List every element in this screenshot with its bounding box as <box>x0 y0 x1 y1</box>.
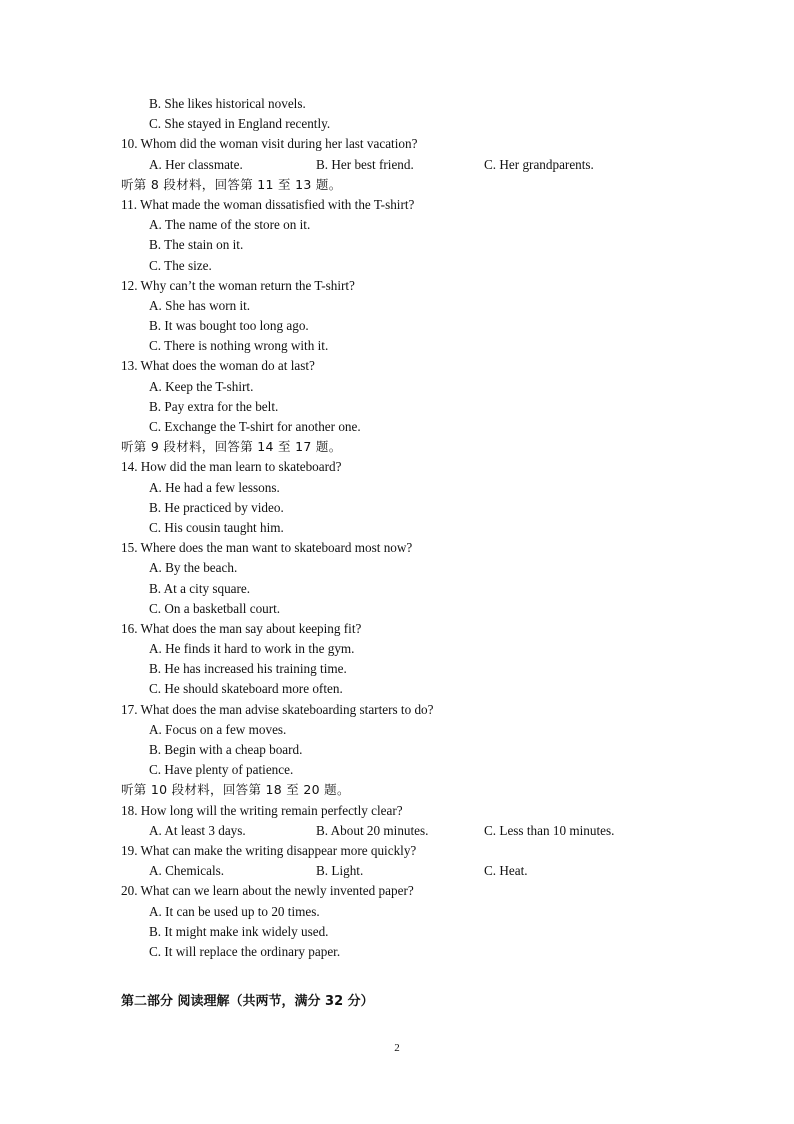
question-text: 15. Where does the man want to skateboard most now? <box>121 540 413 556</box>
answer-option: A. It can be used up to 20 times. <box>149 903 320 919</box>
question-text: 18. How long will the writing remain perfectly clear? <box>121 802 403 818</box>
answer-option: B. The stain on it. <box>149 237 244 253</box>
question-text: 13. What does the woman do at last? <box>121 358 315 374</box>
question-text: 14. How did the man learn to skateboard? <box>121 459 342 475</box>
option-b: B. About 20 minutes. <box>316 822 429 838</box>
option-row <box>121 155 681 175</box>
answer-option: C. His cousin taught him. <box>149 519 284 535</box>
answer-option: B. At a city square. <box>149 580 251 596</box>
answer-option: B. She likes historical novels. <box>149 96 306 111</box>
question-text: 16. What does the man say about keeping fit? <box>121 620 362 636</box>
option-c: C. Less than 10 minutes. <box>484 822 615 838</box>
question-text: 10. Whom did the woman visit during her last vacation? <box>121 136 418 152</box>
option-b: B. Light. <box>316 863 364 879</box>
answer-option: C. He should skateboard more often. <box>149 681 343 697</box>
answer-option: C. The size. <box>149 257 212 273</box>
answer-option: A. Focus on a few moves. <box>149 721 287 737</box>
option-a: A. Chemicals. <box>149 863 225 879</box>
answer-option: A. Keep the T-shirt. <box>149 378 254 394</box>
listening-instruction: 听第 9 段材料，回答第 14 至 17 题。 <box>121 439 342 455</box>
question-text: 19. What can make the writing disappear more quickly? <box>121 842 417 858</box>
answer-option: A. The name of the store on it. <box>149 217 311 233</box>
answer-option: C. Have plenty of patience. <box>149 762 294 778</box>
answer-option: C. On a basketball court. <box>149 600 281 616</box>
answer-option: A. By the beach. <box>149 560 238 576</box>
option-row <box>121 861 681 881</box>
option-row <box>121 821 681 841</box>
answer-option: A. He had a few lessons. <box>149 479 280 495</box>
question-text: 17. What does the man advise skateboarding starters to do? <box>121 701 434 717</box>
question-text: 11. What made the woman dissatisfied with the T-shirt? <box>121 196 415 212</box>
answer-option: B. It might make ink widely used. <box>149 923 329 939</box>
listening-questions <box>121 94 681 962</box>
answer-option: C. It will replace the ordinary paper. <box>149 943 341 959</box>
listening-instruction: 听第 8 段材料，回答第 11 至 13 题。 <box>121 176 342 192</box>
answer-option: A. She has worn it. <box>149 297 251 313</box>
option-a: A. At least 3 days. <box>149 822 246 838</box>
listening-instruction: 听第 10 段材料，回答第 18 至 20 题。 <box>121 782 350 798</box>
question-text: 12. Why can’t the woman return the T-shirt? <box>121 277 355 293</box>
question-text: 20. What can we learn about the newly invented paper? <box>121 883 414 899</box>
page-number: 2 <box>394 1042 400 1054</box>
answer-option: C. Exchange the T-shirt for another one. <box>149 419 361 434</box>
answer-option: B. Begin with a cheap board. <box>149 742 303 757</box>
answer-option: B. It was bought too long ago. <box>149 318 309 334</box>
answer-option: B. He practiced by video. <box>149 499 284 515</box>
option-c: C. Heat. <box>484 863 528 879</box>
answer-option: B. Pay extra for the belt. <box>149 398 279 414</box>
answer-option: C. There is nothing wrong with it. <box>149 338 329 354</box>
answer-option: A. He finds it hard to work in the gym. <box>149 641 355 657</box>
option-a: A. Her classmate. <box>149 156 243 172</box>
answer-option: B. He has increased his training time. <box>149 661 347 677</box>
answer-option: C. She stayed in England recently. <box>149 116 331 132</box>
option-c: C. Her grandparents. <box>484 156 594 172</box>
section-title: 第二部分 阅读理解（共两节，满分 32 分） <box>121 994 374 1009</box>
option-b: B. Her best friend. <box>316 156 414 172</box>
